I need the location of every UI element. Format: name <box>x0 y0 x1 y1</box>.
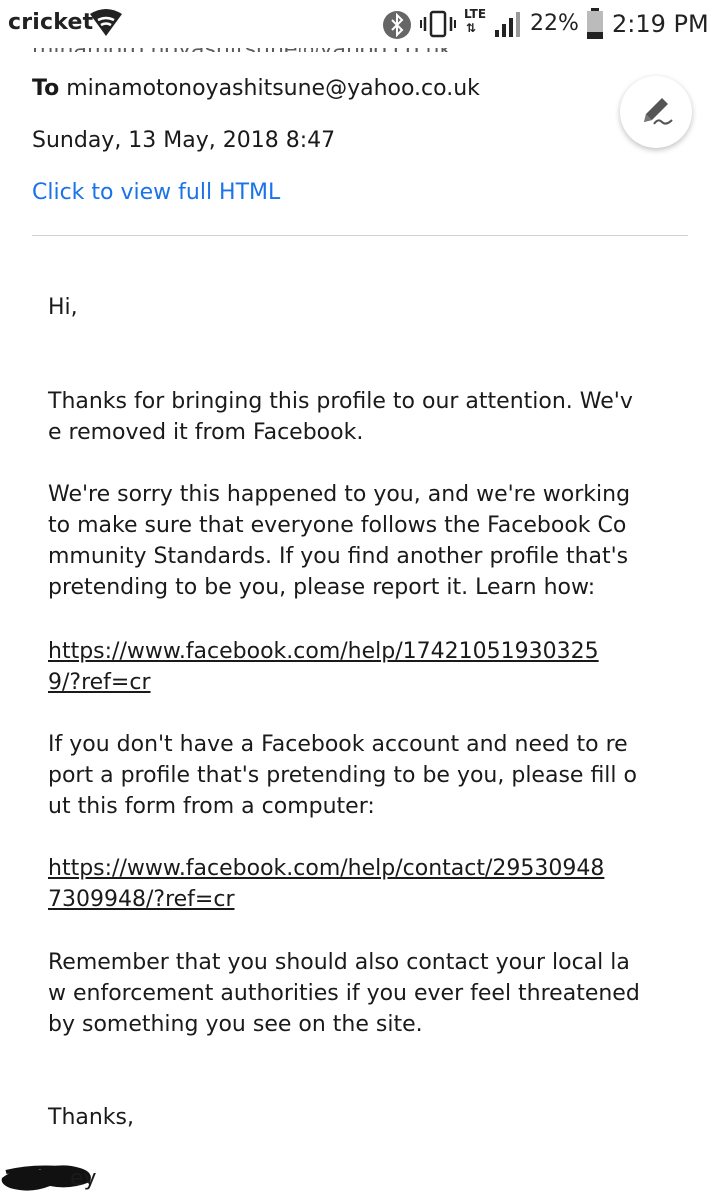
pencil-icon <box>636 92 676 132</box>
data-activity-icon: ⇅ <box>466 21 477 35</box>
help-link-2[interactable]: https://www.facebook.com/help/contact/29530948 7309948/?ref=cr <box>48 856 605 912</box>
signature-text: ey <box>70 1166 97 1191</box>
paragraph-1: Thanks for bringing this profile to our attention. We'v e removed it from Facebook. <box>48 389 633 445</box>
battery-icon <box>586 8 604 40</box>
battery-percent: 22% <box>530 11 579 36</box>
paragraph-2: We're sorry this happened to you, and we're working to make sure that everyone follows the Facebook Co mmunity Standards. If you find another profile that's pretending to be you, please report it. Learn how: <box>48 482 631 600</box>
paragraph-3: If you don't have a Facebook account and need to re port a profile that's pretending to be you, please fill o ut this form from a computer: <box>48 732 637 819</box>
signal-strength-icon <box>494 10 522 38</box>
bluetooth-icon <box>382 10 412 40</box>
carrier-name: cricket <box>8 10 94 35</box>
vibrate-icon <box>420 10 456 38</box>
wifi-calling-icon <box>88 8 124 40</box>
status-bar <box>0 0 720 48</box>
lte-indicator: LTE <box>464 7 487 21</box>
paragraph-4: Remember that you should also contact your local la w enforcement authorities if you ever feel threatened by something you see on the site. <box>48 950 640 1037</box>
email-date: Sunday, 13 May, 2018 8:47 <box>32 128 336 153</box>
recipient-address[interactable]: minamotonoyashitsune@yahoo.co.uk <box>66 76 480 101</box>
view-full-html-link[interactable]: Click to view full HTML <box>32 180 281 205</box>
clock: 2:19 PM <box>612 10 709 38</box>
closing: Thanks, <box>48 1105 135 1130</box>
help-link-1[interactable]: https://www.facebook.com/help/17421051930325 9/?ref=cr <box>48 639 599 695</box>
header-divider <box>32 235 688 236</box>
compose-button[interactable] <box>620 76 692 148</box>
to-label: To <box>32 76 60 101</box>
signature <box>0 1160 200 1199</box>
recipient-line <box>32 76 480 101</box>
greeting: Hi, <box>48 295 78 320</box>
